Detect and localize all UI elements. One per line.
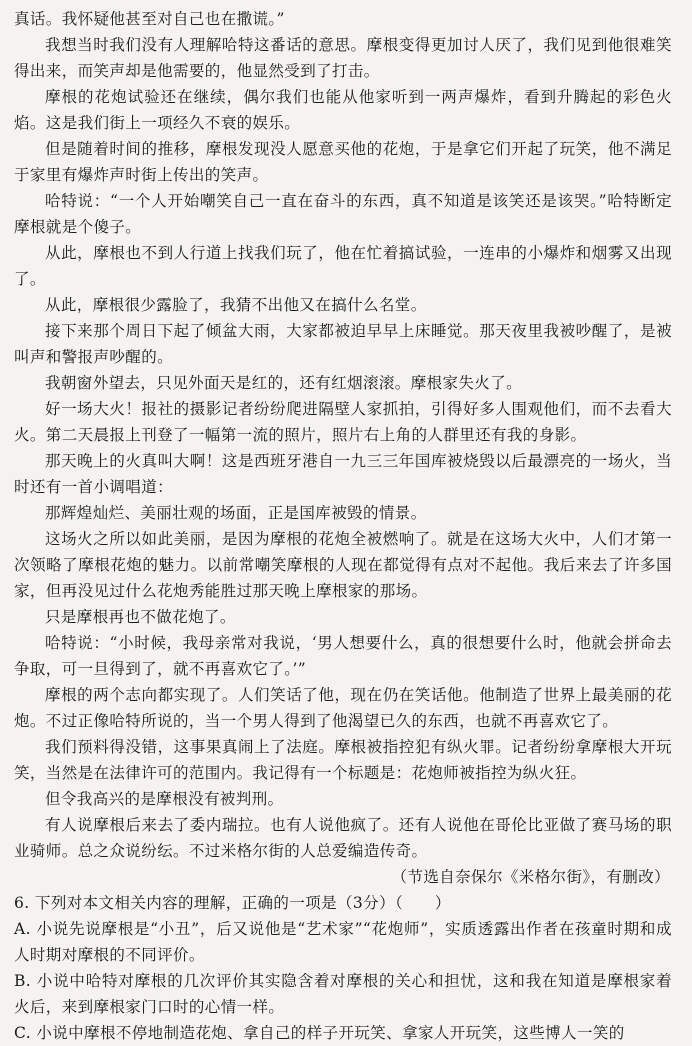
paragraph: 哈特说：“小时候，我母亲常对我说，‘男人想要什么，真的很想要什么时，他就会拼命去争取，可一旦得到了，就不再喜欢它了。’” [14,634,672,678]
paragraph: 摩根的花炮试验还在继续，偶尔我们也能从他家听到一两声爆炸，看到升腾起的彩色火焰。这是我们街上一项经久不衰的娱乐。 [14,88,672,132]
paragraph: 我们预料得没错，这事果真闹上了法庭。摩根被指控犯有纵火罪。记者纷纷拿摩根大开玩笑，当然是在法律许可的范围内。我记得有一个标题是：花炮师被指控为纵火狂。 [14,738,672,782]
source-citation: （节选自奈保尔《米格尔街》，有删改） [391,868,670,886]
question-stem: 6. 下列对本文相关内容的理解，正确的一项是（3分）（ ） [14,894,451,912]
option-a: A. 小说先说摩根是“小丑”，后又说他是“艺术家”“花炮师”，实质透露出作者在孩童时期和成人时期对摩根的不同评价。 [14,920,672,964]
option-b: B. 小说中哈特对摩根的几次评价其实隐含着对摩根的关心和担忧，这和我在知道是摩根家着火后，来到摩根家门口时的心情一样。 [14,972,672,1016]
song-lyric: 那辉煌灿烂、美丽壮观的场面，正是国库被毁的情景。 [45,504,427,522]
paragraph: 我朝窗外望去，只见外面天是红的，还有红烟滚滚。摩根家失火了。 [45,374,523,392]
paragraph: 有人说摩根后来去了委内瑞拉。也有人说他疯了。还有人说他在哥伦比亚做了赛马场的职业骑师。总之众说纷纭。不过米格尔街的人总爱编造传奇。 [14,816,672,860]
option-c: C. 小说中摩根不停地制造花炮、拿自己的样子开玩笑、拿家人开玩笑，这些博人一笑的 [14,1024,625,1042]
paragraph: 真话。我怀疑他甚至对自己也在撒谎。” [14,10,285,28]
paragraph: 我想当时我们没有人理解哈特这番话的意思。摩根变得更加讨人厌了，我们见到他很难笑得出来，而笑声却是他需要的，他显然受到了打击。 [14,36,672,80]
paragraph: 从此，摩根很少露脸了，我猜不出他又在搞什么名堂。 [45,296,427,314]
paragraph: 哈特说：“一个人开始嘲笑自己一直在奋斗的东西，真不知道是该笑还是该哭。”哈特断定摩根就是个傻子。 [14,192,672,236]
paragraph: 接下来那个周日下起了倾盆大雨，大家都被迫早早上床睡觉。那天夜里我被吵醒了，是被叫声和警报声吵醒的。 [14,322,672,366]
paragraph: 这场火之所以如此美丽，是因为摩根的花炮全被燃响了。就是在这场大火中，人们才第一次领略了摩根花炮的魅力。以前常嘲笑摩根的人现在都觉得有点对不起他。我后来去了许多国家，但再没见过什么花炮秀能胜过那天晚上摩根家的那场。 [14,530,672,600]
paragraph: 只是摩根再也不做花炮了。 [45,608,236,626]
paragraph: 那天晚上的火真叫大啊！这是西班牙港自一九三三年国库被烧毁以后最漂亮的一场火，当时还有一首小调唱道： [14,452,672,496]
paragraph: 但是随着时间的推移，摩根发现没人愿意买他的花炮，于是拿它们开起了玩笑，他不满足于家里有爆炸声时街上传出的笑声。 [14,140,672,184]
paragraph: 从此，摩根也不到人行道上找我们玩了，他在忙着搞试验，一连串的小爆炸和烟雾又出现了。 [14,244,672,288]
paragraph: 但令我高兴的是摩根没有被判刑。 [45,790,284,808]
paragraph: 摩根的两个志向都实现了。人们笑话了他，现在仍在笑话他。他制造了世界上最美丽的花炮。不过正像哈特所说的，当一个男人得到了他渴望已久的东西，也就不再喜欢它了。 [14,686,672,730]
paragraph: 好一场大火！报社的摄影记者纷纷爬进隔壁人家抓拍，引得好多人围观他们，而不去看大火。第二天晨报上刊登了一幅第一流的照片，照片右上角的人群里还有我的身影。 [14,400,672,444]
